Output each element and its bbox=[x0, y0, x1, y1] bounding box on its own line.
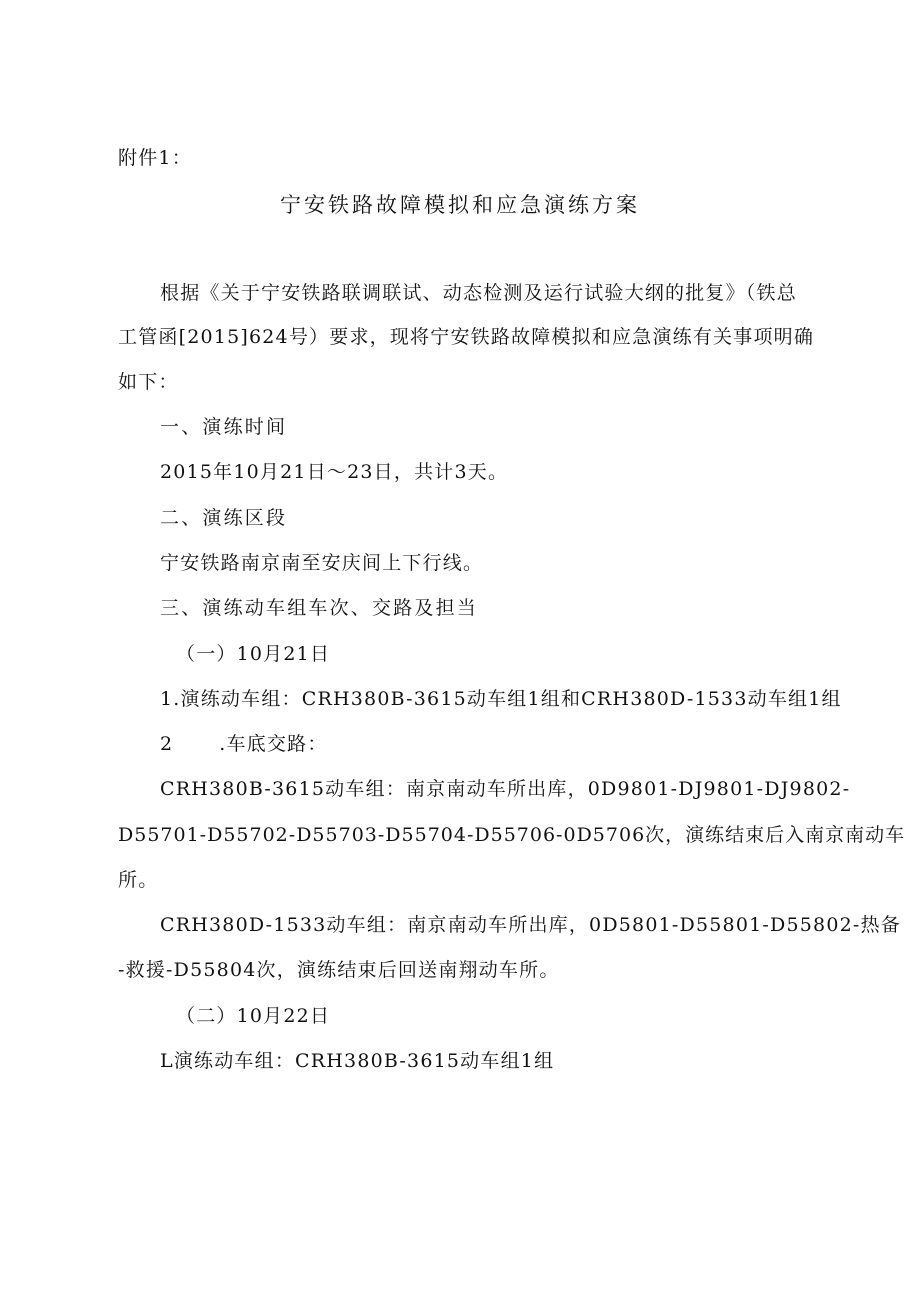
route-b-line-2: -救援-D55804次，演练结束后回送南翔动车所。 bbox=[118, 959, 560, 981]
section-1-content: 2015年10月21日～23日，共计3天。 bbox=[160, 461, 509, 483]
day-1-heading: （一）10月21日 bbox=[176, 643, 331, 665]
route-a-line-1: CRH380B-3615动车组：南京南动车所出库，0D9801-DJ9801-DJ9802- bbox=[160, 778, 851, 800]
intro-line-2: 工管函[2015]624号）要求，现将宁安铁路故障模拟和应急演练有关事项明确 bbox=[118, 326, 815, 348]
day-2-heading: （二）10月22日 bbox=[176, 1005, 331, 1027]
route-a-line-3: 所。 bbox=[118, 869, 159, 891]
day-2-item-1: L演练动车组：CRH380B-3615动车组1组 bbox=[160, 1050, 555, 1072]
section-2-content: 宁安铁路南京南至安庆间上下行线。 bbox=[160, 552, 484, 574]
day-1-item-1: 1.演练动车组：CRH380B-3615动车组1组和CRH380D-1533动车组1组 bbox=[160, 688, 842, 710]
day-1-item-2-number: 2 bbox=[160, 733, 174, 755]
day-1-item-2 bbox=[160, 732, 328, 756]
route-a-line-2: D55701-D55702-D55703-D55704-D55706-0D5706次，演练结束后入南京南动车 bbox=[118, 824, 906, 846]
intro-line-1: 根据《关于宁安铁路联调联试、动态检测及运行试验大纲的批复》（铁总 bbox=[160, 282, 797, 304]
section-2-heading: 二、演练区段 bbox=[160, 507, 288, 529]
intro-line-3: 如下： bbox=[118, 371, 179, 393]
attachment-label: 附件1： bbox=[118, 147, 192, 169]
section-1-heading: 一、演练时间 bbox=[160, 416, 288, 438]
section-3-heading: 三、演练动车组车次、交路及担当 bbox=[160, 597, 479, 619]
route-b-line-1: CRH380D-1533动车组：南京南动车所出库，0D5801-D55801-D55802-热备 bbox=[160, 914, 901, 936]
document-title: 宁安铁路故障模拟和应急演练方案 bbox=[280, 193, 640, 217]
day-1-item-2-text: .车底交路： bbox=[219, 733, 328, 755]
